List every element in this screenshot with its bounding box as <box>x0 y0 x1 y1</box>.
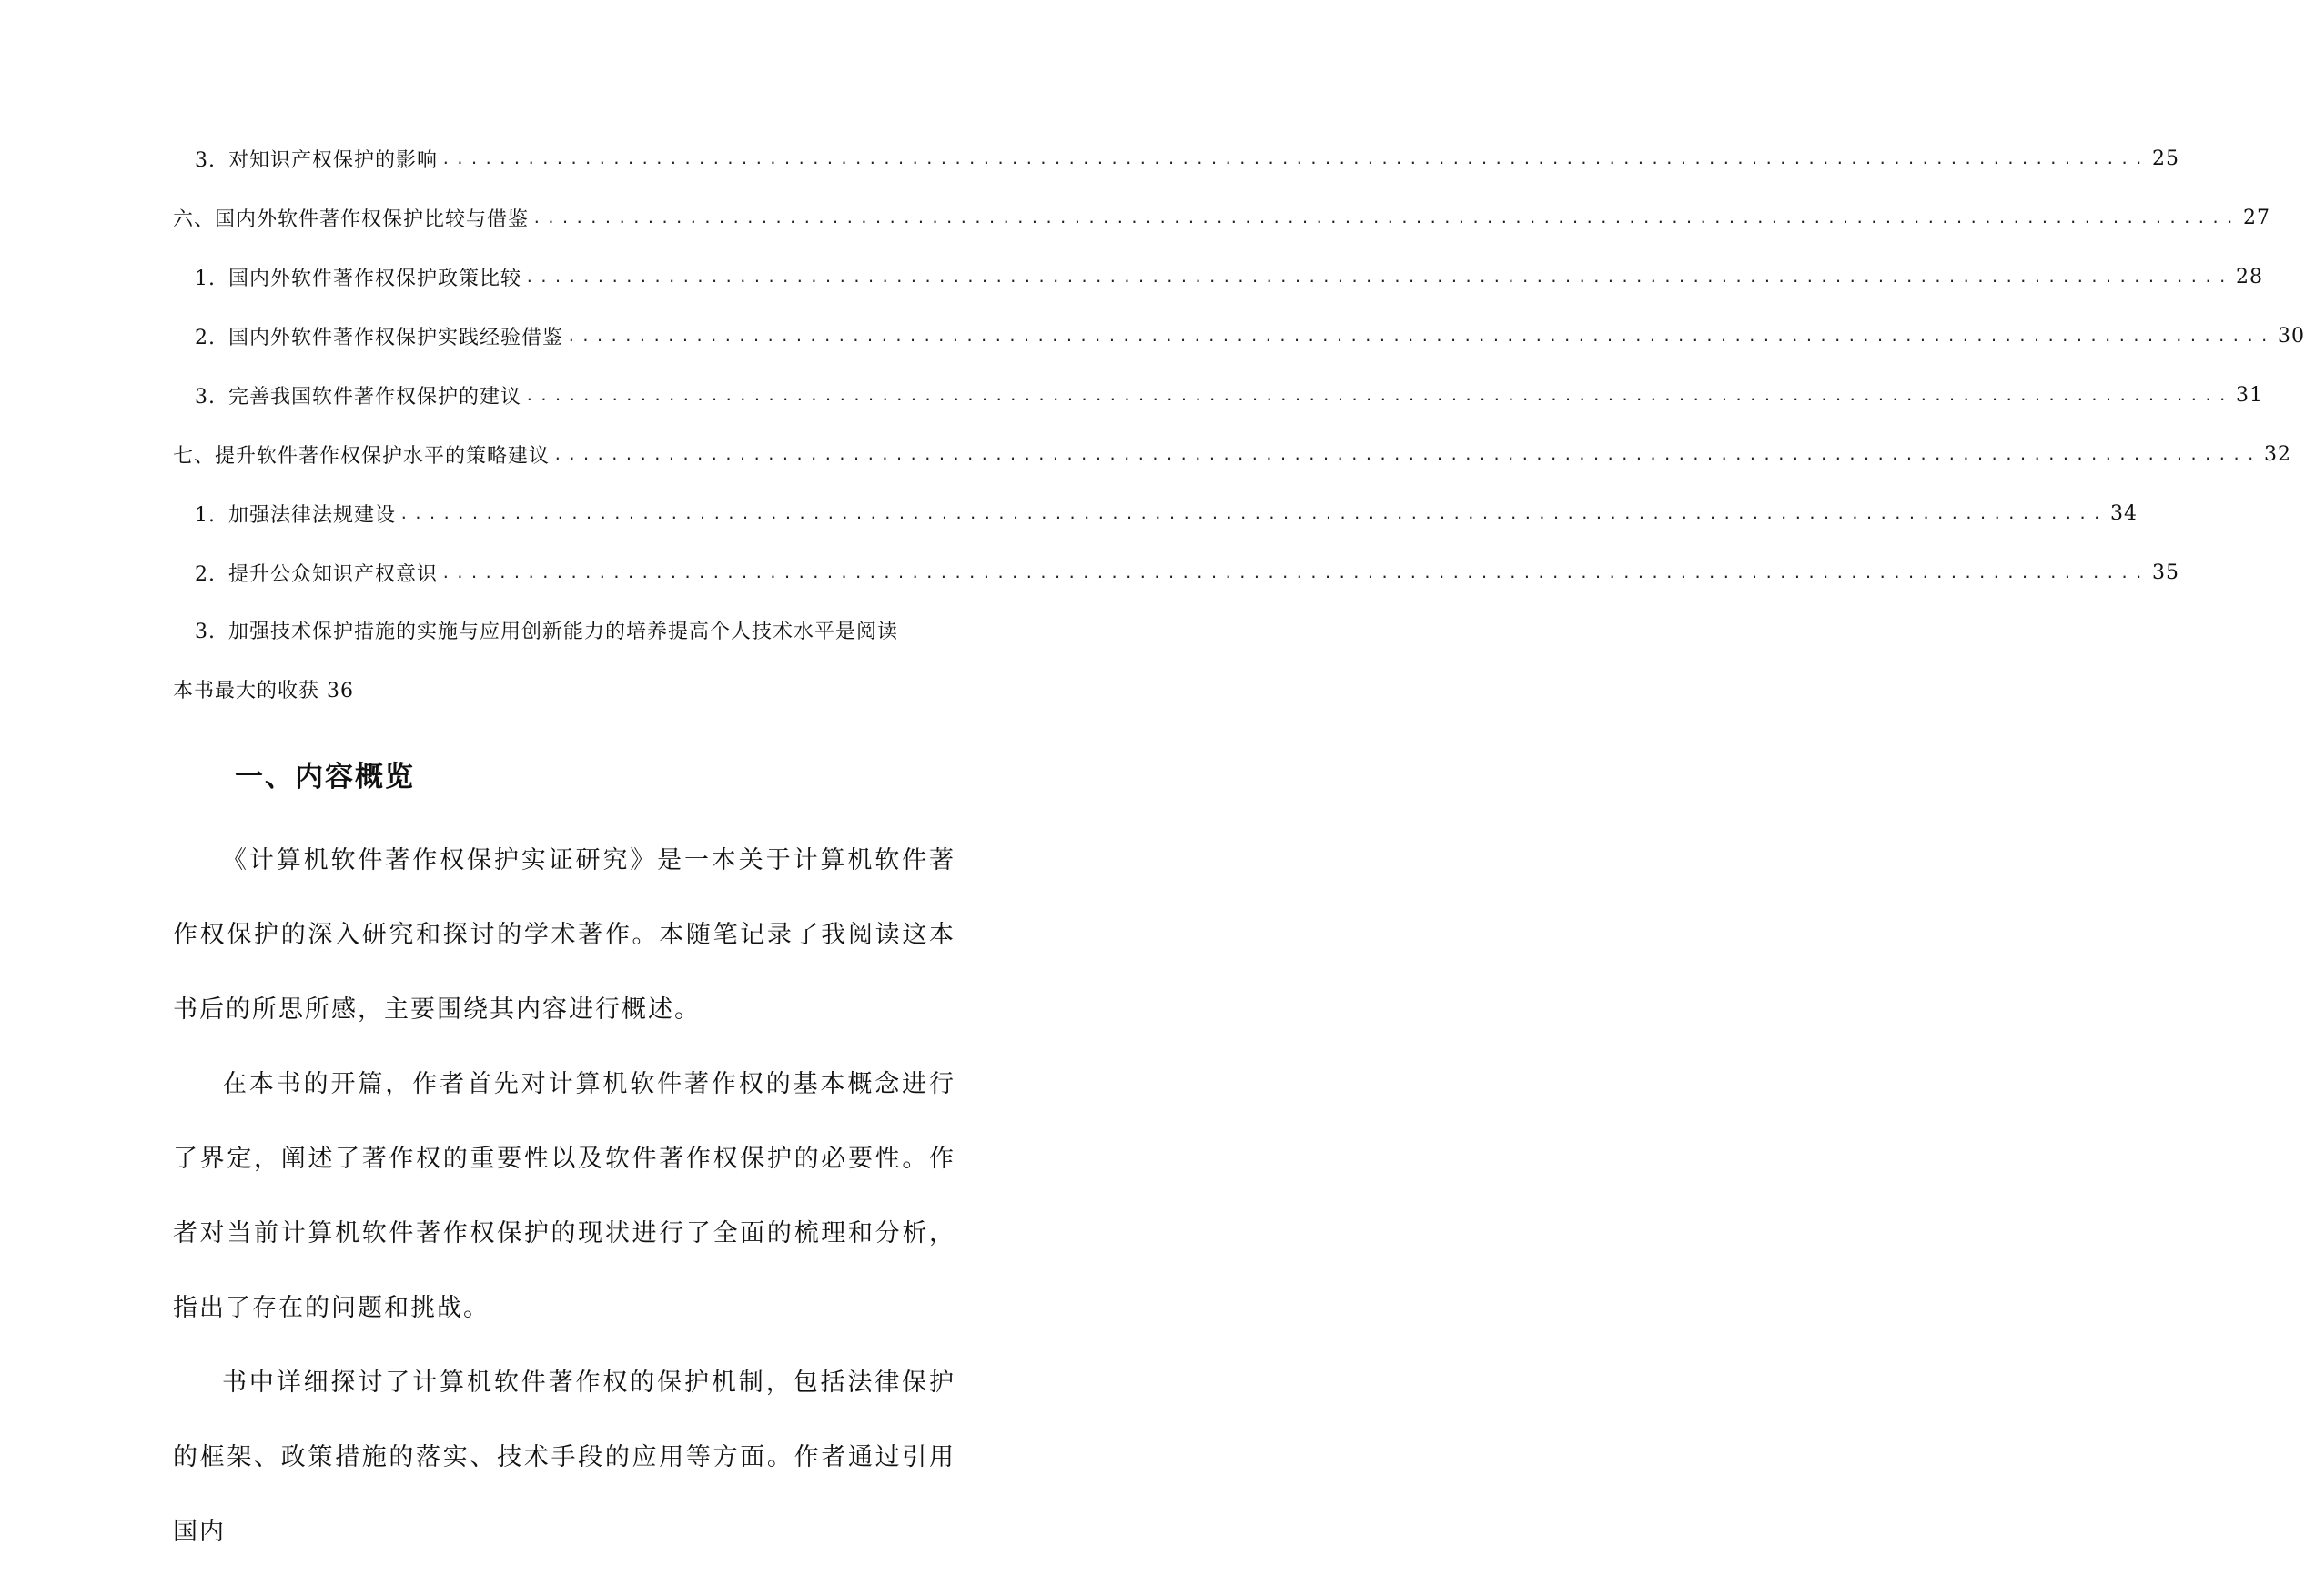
toc-entry-title <box>195 322 563 350</box>
toc-entry-text: 六、国内外软件著作权保护比较与借鉴 <box>173 208 530 231</box>
toc-leader-dots: ........................................................................................................................ <box>525 268 2232 286</box>
toc-entry[interactable] <box>173 425 2291 484</box>
toc-entry-number: 3. <box>195 386 216 409</box>
toc-entry-title <box>195 145 438 173</box>
toc-leader-dots: ........................................................................................................................ <box>399 505 2107 522</box>
toc-entry-text: 对知识产权保护的影响 <box>228 149 439 172</box>
toc-entry[interactable] <box>173 366 2263 425</box>
toc-leader-dots: ........................................................................................................................ <box>532 209 2239 227</box>
toc-page-number: 25 <box>2151 147 2179 170</box>
toc-leader-dots: ........................................................................................................................ <box>525 387 2232 404</box>
toc-entry[interactable] <box>173 484 2138 543</box>
toc-page-number: 28 <box>2235 266 2263 288</box>
body-paragraph: 在本书的开篇，作者首先对计算机软件著作权的基本概念进行了界定，阐述了著作权的重要性以及软件著作权保护的必要性。作者对当前计算机软件著作权保护的现状进行了全面的梳理和分析，指出了存在的问题和挑战。 <box>173 1070 955 1322</box>
section-body <box>173 823 955 1570</box>
toc-entry-number: 2. <box>195 563 216 586</box>
toc-entry-title <box>195 263 521 291</box>
toc-entry-text: 七、提升软件著作权保护水平的策略建议 <box>173 445 551 468</box>
toc-entry-title <box>173 204 529 232</box>
toc-entry-text: 国内外软件著作权保护实践经验借鉴 <box>228 327 564 349</box>
toc-entry-title <box>173 440 550 469</box>
toc-entry-title <box>195 559 438 587</box>
toc-entry-number: 3. <box>195 149 216 172</box>
toc-entry-text: 完善我国软件著作权保护的建议 <box>228 386 522 409</box>
toc-entry[interactable] <box>173 307 2305 366</box>
toc-entry-number: 1. <box>195 504 216 527</box>
toc-entry-title <box>195 381 521 409</box>
toc-entry-text: 提升公众知识产权意识 <box>228 563 439 586</box>
toc-entry-number: 3. <box>195 621 216 643</box>
toc-entry-line <box>173 602 899 662</box>
body-paragraph: 书中详细探讨了计算机软件著作权的保护机制，包括法律保护的框架、政策措施的落实、技术手段的应用等方面。作者通过引用国内 <box>173 1369 955 1546</box>
toc-leader-dots: ........................................................................................................................ <box>553 446 2260 463</box>
toc-entry-text: 加强法律法规建设 <box>228 504 397 527</box>
toc-entry-text: 加强技术保护措施的实施与应用创新能力的培养提高个人技术水平是阅读 <box>228 621 899 643</box>
toc-entry-line: 本书最大的收获 36 <box>173 680 354 702</box>
toc-entry[interactable] <box>173 543 2179 602</box>
toc-page-number: 32 <box>2263 443 2291 466</box>
toc-entry-text: 国内外软件著作权保护政策比较 <box>228 268 522 290</box>
toc-page-number: 35 <box>2151 561 2179 584</box>
toc-entry-wrapped[interactable] <box>173 602 899 721</box>
toc-leader-dots: ........................................................................................................................ <box>441 564 2148 581</box>
toc-leader-dots: ........................................................................................................................ <box>567 328 2274 345</box>
toc-entry[interactable] <box>173 247 2263 307</box>
toc-entry[interactable] <box>173 129 2179 188</box>
toc-page-number: 31 <box>2235 384 2263 407</box>
toc-entry-number: 1. <box>195 268 216 290</box>
body-paragraph: 《计算机软件著作权保护实证研究》是一本关于计算机软件著作权保护的深入研究和探讨的学术著作。本随笔记录了我阅读这本书后的所思所感，主要围绕其内容进行概述。 <box>173 846 955 1024</box>
table-of-contents <box>173 129 2305 721</box>
toc-leader-dots: ........................................................................................................................ <box>441 150 2148 167</box>
toc-page-number: 34 <box>2109 502 2138 525</box>
section-heading: 一、内容概览 <box>235 761 415 793</box>
toc-entry-title <box>195 500 396 528</box>
toc-page-number: 27 <box>2242 207 2270 229</box>
toc-entry[interactable] <box>173 188 2270 247</box>
toc-page-number: 30 <box>2277 325 2305 348</box>
toc-entry-number: 2. <box>195 327 216 349</box>
